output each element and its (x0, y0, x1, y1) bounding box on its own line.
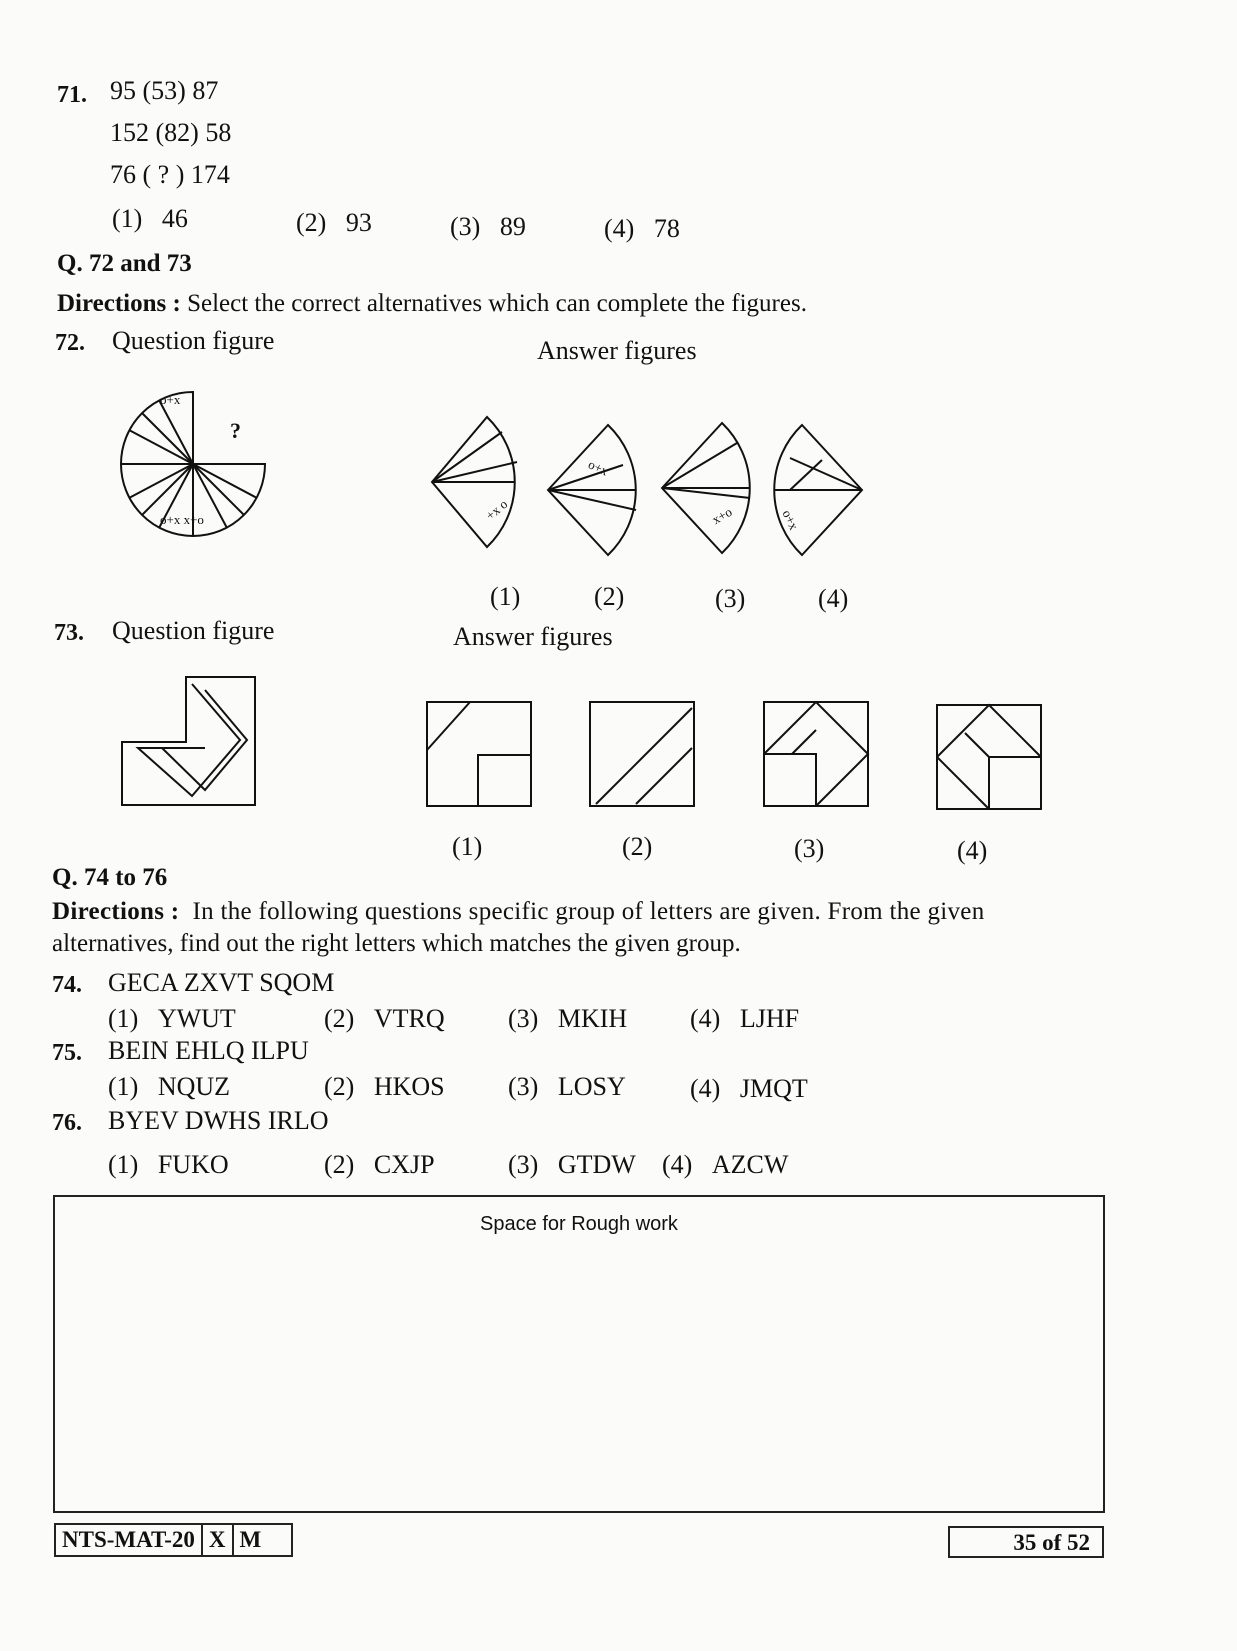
q74-option-3[interactable] (508, 1004, 627, 1034)
q73-option-label-1[interactable]: (1) (452, 832, 483, 861)
ans3-mark: x+o (709, 503, 735, 528)
q71-option-4[interactable] (604, 214, 680, 244)
option-label: (4) (662, 1150, 693, 1179)
class-code: X (203, 1525, 234, 1555)
option-value: JMQT (739, 1074, 808, 1103)
q74-option-4[interactable] (690, 1004, 799, 1034)
option-label: (1) (108, 1150, 139, 1179)
q71-option-3[interactable] (450, 212, 526, 242)
ans4-mark: o+x (779, 507, 802, 533)
option-value: AZCW (711, 1150, 789, 1179)
q74-option-2[interactable] (324, 1004, 445, 1034)
option-label: (1) (112, 204, 143, 233)
directions-text: In the following questions specific group of letters are given. From the given (192, 898, 985, 925)
q73-answer-figure-3 (762, 700, 874, 812)
q71-option-1[interactable] (112, 204, 188, 234)
option-value: FUKO (157, 1150, 229, 1179)
question-number-75: 75. (52, 1040, 82, 1066)
q74-text: GECA ZXVT SQOM (108, 968, 335, 997)
option-label: (3) (508, 1072, 539, 1101)
q75-text: BEIN EHLQ ILPU (108, 1036, 309, 1065)
q71-line-1: 95 (53) 87 (110, 76, 219, 105)
q72-option-label-1[interactable]: (1) (490, 582, 521, 611)
q75-option-1[interactable] (108, 1072, 230, 1102)
q76-text: BYEV DWHS IRLO (108, 1106, 329, 1135)
option-value: LOSY (557, 1072, 626, 1101)
ans2-mark: o+x (585, 456, 611, 479)
directions-74-76-line-2: alternatives, find out the right letters which matches the given group. (52, 930, 741, 957)
option-label: (4) (604, 214, 635, 243)
option-label: (4) (690, 1074, 721, 1103)
q71-option-2[interactable] (296, 208, 372, 238)
q73-answer-figure-1 (425, 700, 535, 812)
q76-option-2[interactable] (324, 1150, 435, 1180)
q75-option-4[interactable] (690, 1074, 808, 1104)
option-label: (3) (450, 212, 481, 241)
directions-text: Select the correct alternatives which can complete the figures. (187, 290, 807, 317)
option-label: (3) (508, 1150, 539, 1179)
rough-work-box (53, 1195, 1105, 1513)
question-number-71: 71. (57, 82, 87, 108)
directions-label: Directions : (57, 290, 181, 317)
directions-label: Directions : (52, 898, 180, 925)
q73-answer-figure-2 (588, 700, 700, 812)
directions-72-73 (57, 290, 807, 318)
option-value: MKIH (557, 1004, 628, 1033)
option-label: (2) (324, 1072, 355, 1101)
q73-question-figure-label: Question figure (112, 616, 275, 645)
rough-work-title: Space for Rough work (480, 1213, 678, 1235)
option-value: GTDW (557, 1150, 636, 1179)
q76-option-1[interactable] (108, 1150, 229, 1180)
option-value: CXJP (373, 1150, 435, 1179)
q73-question-figure (120, 672, 260, 812)
q73-option-label-3[interactable]: (3) (794, 834, 825, 863)
question-number-76: 76. (52, 1110, 82, 1136)
option-label: (4) (690, 1004, 721, 1033)
option-value: LJHF (739, 1004, 800, 1033)
q72-question-mark: ? (230, 418, 241, 443)
circle-bottom-mark: o+x x+o (160, 512, 204, 527)
medium-code: M (239, 1527, 262, 1552)
q72-answer-figure-4 (772, 420, 872, 560)
q74-option-1[interactable] (108, 1004, 236, 1034)
option-label: (3) (508, 1004, 539, 1033)
section-heading-74-76: Q. 74 to 76 (52, 864, 168, 891)
q73-answer-figures-label: Answer figures (453, 622, 613, 651)
option-value: HKOS (373, 1072, 445, 1101)
paper-code-box (54, 1523, 293, 1557)
question-number-73: 73. (54, 620, 84, 646)
q72-answer-figure-3 (662, 418, 762, 558)
option-value: 46 (161, 204, 188, 233)
directions-74-76-line-1 (52, 898, 985, 926)
paper-code: NTS-MAT-20 (56, 1525, 203, 1555)
q75-option-3[interactable] (508, 1072, 626, 1102)
q72-answer-figures-label: Answer figures (537, 336, 697, 365)
q71-line-2: 152 (82) 58 (110, 118, 232, 147)
option-value: VTRQ (373, 1004, 445, 1033)
q76-option-4[interactable] (662, 1150, 788, 1180)
option-value: 78 (653, 214, 680, 243)
q72-option-label-3[interactable]: (3) (715, 584, 746, 613)
q72-answer-figure-1 (432, 412, 532, 552)
option-value: 89 (499, 212, 526, 241)
option-value: YWUT (157, 1004, 236, 1033)
option-label: (1) (108, 1072, 139, 1101)
ans1-mark: +x o (482, 496, 511, 523)
q73-option-label-4[interactable]: (4) (957, 836, 988, 865)
q76-option-3[interactable] (508, 1150, 636, 1180)
q73-option-label-2[interactable]: (2) (622, 832, 653, 861)
q72-question-figure-label: Question figure (112, 326, 275, 355)
option-label: (2) (324, 1004, 355, 1033)
q72-answer-figure-2 (548, 420, 648, 560)
q71-line-3: 76 ( ? ) 174 (110, 160, 230, 189)
option-label: (1) (108, 1004, 139, 1033)
page-number: 35 of 52 (948, 1526, 1104, 1558)
option-label: (2) (296, 208, 327, 237)
option-value: 93 (345, 208, 372, 237)
q72-option-label-2[interactable]: (2) (594, 582, 625, 611)
section-heading-72-73: Q. 72 and 73 (57, 250, 192, 277)
question-number-72: 72. (55, 330, 85, 356)
question-number-74: 74. (52, 972, 82, 998)
q75-option-2[interactable] (324, 1072, 445, 1102)
option-value: NQUZ (157, 1072, 231, 1101)
option-label: (2) (324, 1150, 355, 1179)
q73-answer-figure-4 (935, 703, 1047, 815)
q72-option-label-4[interactable]: (4) (818, 584, 849, 613)
circle-top-mark: o+x (160, 392, 181, 407)
